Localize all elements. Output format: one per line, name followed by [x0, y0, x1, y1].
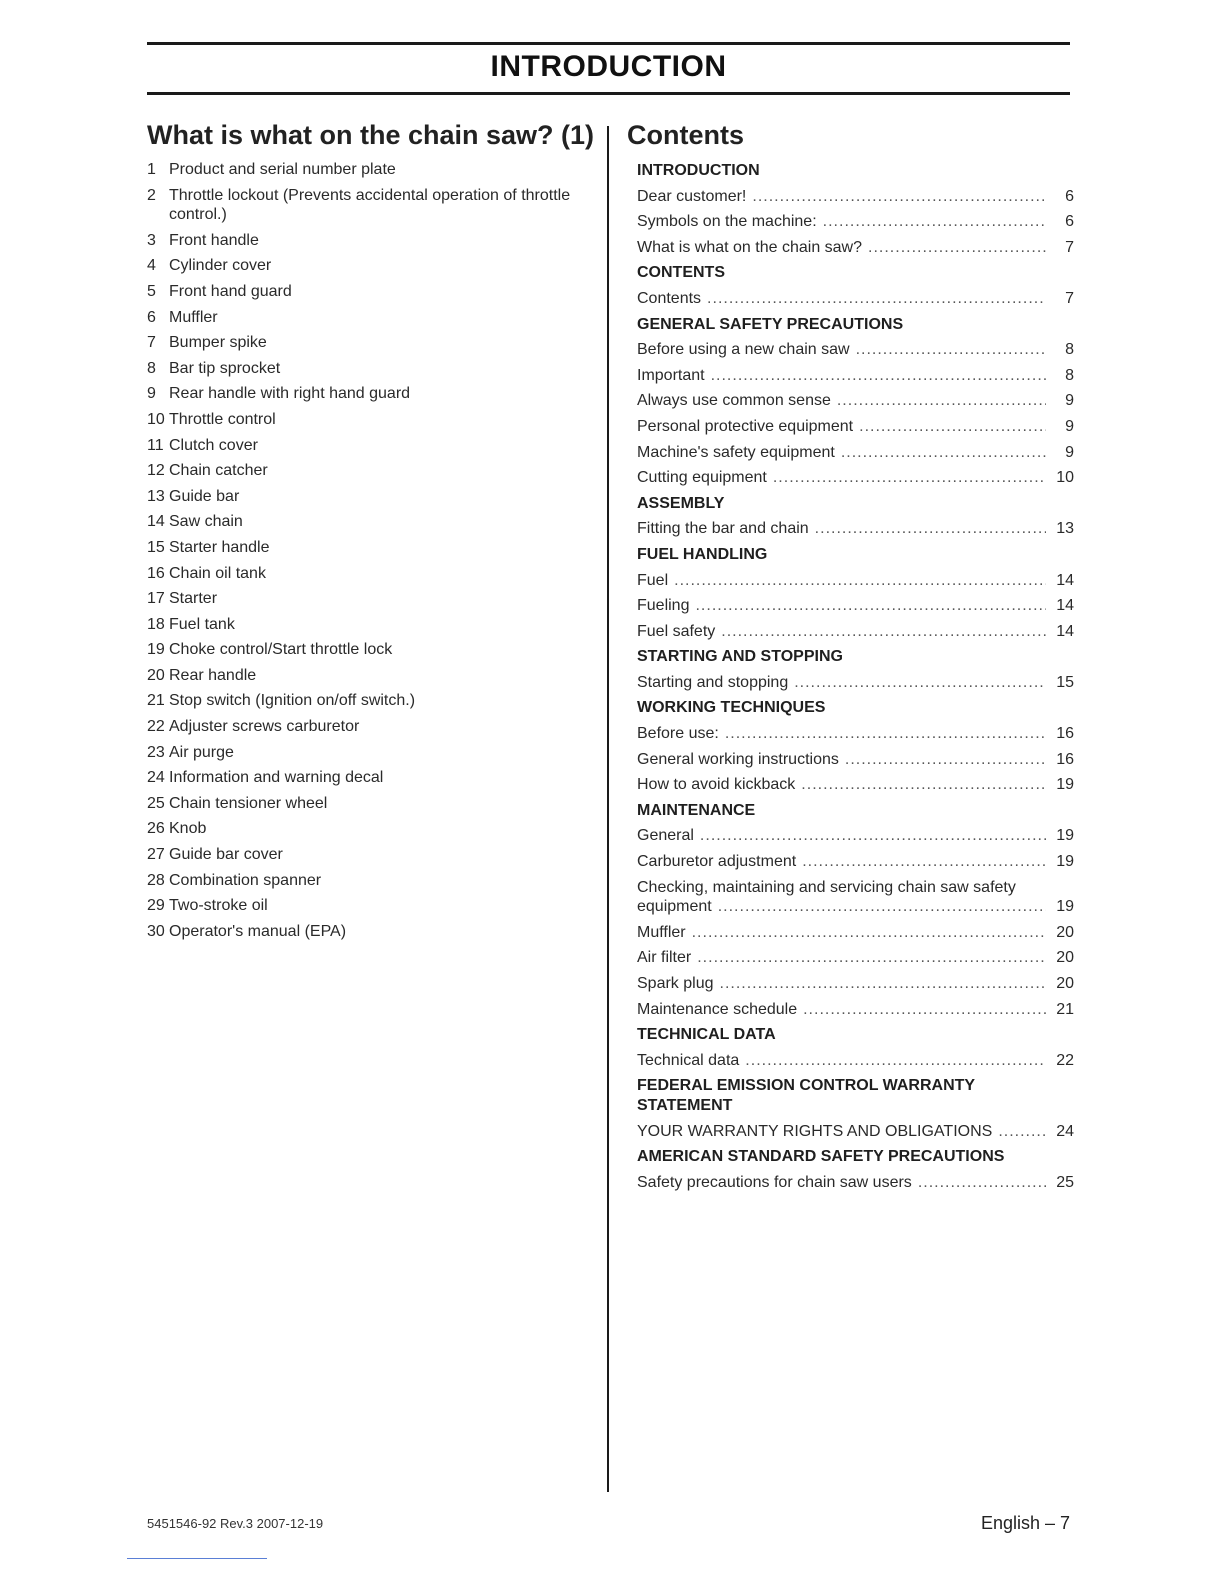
doc-number: 5451546-92 Rev.3 2007-12-19: [147, 1516, 324, 1531]
table-of-contents: [637, 158, 1074, 1195]
part-label: Guide bar: [169, 487, 240, 505]
part-item: [147, 282, 592, 302]
part-number: 15: [147, 538, 165, 556]
page-title: INTRODUCTION: [490, 50, 727, 83]
part-label: Throttle control: [169, 410, 276, 428]
toc-entry-page: 16: [1056, 750, 1074, 768]
part-label: Adjuster screws carburetor: [169, 718, 360, 736]
part-number: 9: [147, 385, 156, 403]
toc-entry-page: 21: [1056, 1000, 1074, 1018]
toc-leader-dots: [802, 852, 1046, 872]
toc-entry[interactable]: [637, 337, 1074, 363]
part-number: 30: [147, 922, 165, 940]
toc-leader-dots: [697, 948, 1046, 968]
contents-title: Contents: [627, 120, 744, 150]
part-label: Cylinder cover: [169, 257, 272, 275]
toc-leader-dots: [707, 289, 1046, 309]
toc-entry-label: Fitting the bar and chain: [637, 520, 809, 538]
toc-entry[interactable]: [637, 971, 1074, 997]
toc-entry-label: Important: [637, 366, 705, 384]
toc-entry[interactable]: [637, 1119, 1074, 1145]
toc-entry[interactable]: [637, 1170, 1074, 1196]
part-item: [147, 743, 592, 763]
part-label: Starter handle: [169, 538, 270, 556]
toc-leader-dots: [718, 897, 1046, 917]
part-label: Muffler: [169, 308, 218, 326]
toc-entry-label: General working instructions: [637, 750, 839, 768]
toc-entry-page: 8: [1065, 366, 1074, 384]
part-label: Choke control/Start throttle lock: [169, 641, 393, 659]
toc-entry-label: What is what on the chain saw?: [637, 238, 863, 256]
toc-leader-dots: [794, 673, 1046, 693]
toc-entry-label: Before use:: [637, 725, 719, 743]
part-item: [147, 768, 592, 788]
part-label: Clutch cover: [169, 436, 258, 454]
toc-leader-dots: [695, 596, 1046, 616]
toc-entry-label: Muffler: [637, 923, 686, 941]
part-item: [147, 538, 592, 558]
part-item: [147, 794, 592, 814]
part-number: 10: [147, 410, 165, 428]
part-label: Front handle: [169, 231, 259, 249]
part-number: 13: [147, 487, 165, 505]
toc-leader-dots: [918, 1173, 1046, 1193]
toc-entry[interactable]: [637, 184, 1074, 210]
toc-entry[interactable]: [637, 209, 1074, 235]
part-label: Chain oil tank: [169, 564, 266, 582]
toc-entry-label: How to avoid kickback: [637, 776, 796, 794]
header-top-rule: [147, 42, 1070, 45]
part-number: 2: [147, 186, 156, 204]
contents-section: [627, 120, 1074, 1195]
toc-entry-label: Machine's safety equipment: [637, 443, 835, 461]
toc-leader-dots: [674, 571, 1046, 591]
part-label: Chain catcher: [169, 462, 268, 480]
part-label: Two-stroke oil: [169, 897, 268, 915]
part-number: 1: [147, 161, 156, 178]
toc-entry-page: 19: [1056, 776, 1074, 794]
toc-entry-label-line2: equipment: [637, 898, 712, 916]
part-label: Product and serial number plate: [169, 161, 396, 178]
toc-entry-label: Starting and stopping: [637, 673, 789, 691]
part-item: [147, 589, 592, 609]
toc-section-heading: STARTING AND STOPPING: [637, 648, 843, 666]
toc-entry-page: 22: [1056, 1051, 1074, 1069]
toc-leader-dots: [700, 826, 1046, 846]
toc-entry-label: Safety precautions for chain saw users: [637, 1173, 912, 1191]
part-item: [147, 231, 592, 251]
part-item: [147, 436, 592, 456]
toc-entry[interactable]: [637, 568, 1074, 594]
part-label: Knob: [169, 820, 207, 838]
toc-leader-dots: [725, 724, 1046, 744]
toc-leader-dots: [752, 187, 1046, 207]
toc-entry[interactable]: [637, 920, 1074, 946]
part-number: 24: [147, 769, 165, 787]
toc-entry-label: Checking, maintaining and servicing chain saw safety: [637, 878, 1016, 896]
part-number: 22: [147, 718, 165, 736]
toc-entry-page: 14: [1056, 622, 1074, 640]
toc-entry[interactable]: [637, 414, 1074, 440]
part-item: [147, 717, 592, 737]
part-item: [147, 691, 592, 711]
toc-entry-label: YOUR WARRANTY RIGHTS AND OBLIGATIONS: [637, 1122, 993, 1140]
part-item: [147, 487, 592, 507]
part-number: 7: [147, 334, 156, 352]
toc-entry-page: 8: [1065, 341, 1074, 359]
toc-entry-page: 7: [1065, 238, 1074, 256]
toc-entry-label: Before using a new chain saw: [637, 341, 850, 359]
part-label: Bumper spike: [169, 334, 267, 352]
toc-entry[interactable]: [637, 619, 1074, 645]
part-label: Rear handle: [169, 666, 257, 684]
toc-entry[interactable]: [637, 465, 1074, 491]
part-item: [147, 461, 592, 481]
toc-section-heading: TECHNICAL DATA: [637, 1026, 776, 1044]
toc-entry-label: Fuel: [637, 571, 669, 589]
part-item: [147, 186, 592, 225]
part-item: [147, 896, 592, 916]
toc-entry-page: 24: [1056, 1122, 1074, 1140]
part-item: [147, 512, 592, 532]
toc-leader-dots: [692, 923, 1046, 943]
toc-entry-page: 20: [1056, 949, 1074, 967]
toc-entry[interactable]: [637, 593, 1074, 619]
toc-entry-page: 16: [1056, 725, 1074, 743]
toc-entry-label: Fuel safety: [637, 622, 716, 640]
bottom-link-underline: [127, 1558, 267, 1559]
toc-entry-page: 6: [1065, 187, 1074, 205]
toc-section-heading: INTRODUCTION: [637, 162, 760, 179]
part-number: 11: [147, 436, 164, 454]
part-number: 19: [147, 641, 165, 659]
part-number: 28: [147, 871, 165, 889]
toc-entry[interactable]: [637, 235, 1074, 261]
toc-entry-label: Personal protective equipment: [637, 417, 854, 435]
part-item: [147, 819, 592, 839]
toc-entry-page: 7: [1065, 289, 1074, 307]
toc-entry-page: 19: [1056, 827, 1074, 845]
toc-entry-page: 19: [1056, 898, 1074, 916]
toc-section-heading: MAINTENANCE: [637, 801, 756, 819]
part-number: 18: [147, 615, 165, 633]
toc-entry-page: 14: [1056, 597, 1074, 615]
part-number: 6: [147, 308, 156, 326]
column-divider: [607, 126, 609, 1492]
toc-entry-label: Symbols on the machine:: [637, 213, 817, 231]
part-item: [147, 666, 592, 686]
part-item: [147, 871, 592, 891]
toc-entry-label: Always use common sense: [637, 392, 831, 410]
page-header: [147, 42, 1070, 95]
toc-leader-dots: [711, 366, 1046, 386]
part-number: 3: [147, 231, 156, 249]
toc-entry[interactable]: [637, 823, 1074, 849]
part-number: 27: [147, 846, 165, 864]
toc-leader-dots: [803, 1000, 1046, 1020]
toc-leader-dots: [856, 340, 1046, 360]
toc-entry[interactable]: [637, 670, 1074, 696]
toc-entry[interactable]: [637, 997, 1074, 1023]
toc-leader-dots: [837, 391, 1046, 411]
part-item: [147, 410, 592, 430]
part-item: [147, 384, 592, 404]
toc-section-heading: FEDERAL EMISSION CONTROL WARRANTY STATEMENT: [637, 1077, 975, 1114]
toc-leader-dots: [773, 468, 1046, 488]
toc-section-heading: WORKING TECHNIQUES: [637, 699, 826, 717]
toc-entry-page: 25: [1056, 1173, 1074, 1191]
toc-entry[interactable]: [637, 772, 1074, 798]
toc-entry[interactable]: [637, 721, 1074, 747]
toc-entry[interactable]: [637, 388, 1074, 414]
toc-leader-dots: [801, 775, 1046, 795]
part-label: Chain tensioner wheel: [169, 794, 328, 812]
toc-entry-page: 20: [1056, 923, 1074, 941]
toc-entry-page: 9: [1065, 417, 1074, 435]
toc-entry[interactable]: [637, 363, 1074, 389]
part-item: [147, 308, 592, 328]
toc-entry-page: 10: [1056, 469, 1074, 487]
toc-entry[interactable]: [637, 1048, 1074, 1074]
toc-leader-dots: [720, 974, 1047, 994]
part-item: [147, 640, 592, 660]
part-item: [147, 564, 592, 584]
toc-entry[interactable]: [637, 286, 1074, 312]
toc-entry-page: 20: [1056, 975, 1074, 992]
parts-list: [147, 160, 592, 941]
part-item: [147, 359, 592, 379]
toc-leader-dots: [721, 622, 1046, 642]
toc-entry-label: Spark plug: [637, 975, 714, 992]
part-label: Rear handle with right hand guard: [169, 385, 411, 403]
part-number: 14: [147, 513, 165, 531]
part-label: Starter: [169, 590, 218, 608]
toc-section-heading: FUEL HANDLING: [637, 545, 768, 563]
toc-entry-continuation: [637, 897, 1074, 917]
part-label: Saw chain: [169, 513, 243, 531]
toc-entry[interactable]: [637, 747, 1074, 773]
toc-entry-page: 6: [1065, 213, 1074, 231]
part-number: 5: [147, 282, 156, 300]
parts-title: What is what on the chain saw? (1): [147, 120, 595, 150]
part-label: Operator's manual (EPA): [169, 922, 347, 940]
part-item: [147, 922, 592, 942]
part-number: 29: [147, 897, 165, 915]
toc-entry[interactable]: [637, 875, 1074, 920]
toc-leader-dots: [868, 238, 1046, 258]
toc-entry-label: Carburetor adjustment: [637, 853, 797, 871]
part-label: Combination spanner: [169, 871, 322, 889]
toc-entry-label: Air filter: [637, 949, 692, 967]
part-label: Stop switch (Ignition on/off switch.): [169, 692, 416, 710]
part-number: 23: [147, 743, 165, 761]
toc-leader-dots: [845, 750, 1046, 770]
header-bottom-rule: [147, 92, 1070, 95]
page-number: English – 7: [980, 1513, 1070, 1533]
toc-entry-label: Cutting equipment: [637, 469, 767, 487]
toc-entry[interactable]: [637, 945, 1074, 971]
toc-entry-page: 19: [1056, 853, 1074, 871]
toc-leader-dots: [841, 443, 1046, 463]
toc-leader-dots: [859, 417, 1046, 437]
part-label: Throttle lockout (Prevents accidental operation of throttle control.): [169, 186, 571, 224]
toc-entry-label: General: [637, 827, 694, 845]
part-number: 12: [147, 462, 165, 480]
toc-entry-label: Technical data: [637, 1051, 740, 1069]
toc-entry-page: 9: [1065, 443, 1074, 461]
toc-leader-dots: [823, 212, 1046, 232]
toc-entry-page: 14: [1056, 571, 1074, 589]
toc-entry-label: Fueling: [637, 597, 690, 615]
part-label: Guide bar cover: [169, 846, 283, 864]
parts-section: [147, 120, 595, 947]
toc-section-heading: ASSEMBLY: [637, 494, 725, 512]
toc-entry-page: 15: [1056, 673, 1074, 691]
part-number: 21: [147, 692, 165, 710]
part-label: Fuel tank: [169, 615, 235, 633]
part-item: [147, 160, 592, 180]
part-item: [147, 845, 592, 865]
part-number: 20: [147, 666, 165, 684]
part-label: Front hand guard: [169, 282, 292, 300]
part-item: [147, 333, 592, 353]
toc-entry[interactable]: [637, 516, 1074, 542]
part-number: 8: [147, 359, 156, 377]
toc-entry[interactable]: [637, 440, 1074, 466]
part-item: [147, 256, 592, 276]
part-number: 26: [147, 820, 165, 838]
part-number: 16: [147, 564, 165, 582]
toc-leader-dots: [998, 1122, 1046, 1142]
toc-entry[interactable]: [637, 849, 1074, 875]
toc-entry-label: Dear customer!: [637, 187, 747, 205]
toc-entry-page: 13: [1056, 520, 1074, 538]
toc-entry-label: Maintenance schedule: [637, 1000, 798, 1018]
toc-section-heading: AMERICAN STANDARD SAFETY PRECAUTIONS: [637, 1148, 1005, 1166]
toc-entry-label: Contents: [637, 289, 702, 307]
toc-leader-dots: [745, 1051, 1046, 1071]
toc-section-heading: CONTENTS: [637, 264, 725, 282]
part-label: Air purge: [169, 743, 234, 761]
toc-section-heading: GENERAL SAFETY PRECAUTIONS: [637, 315, 904, 333]
part-number: 25: [147, 794, 165, 812]
toc-entry-page: 9: [1065, 392, 1074, 410]
part-label: Information and warning decal: [169, 769, 384, 787]
toc-leader-dots: [815, 519, 1046, 539]
part-label: Bar tip sprocket: [169, 359, 281, 377]
part-number: 4: [147, 257, 156, 275]
part-number: 17: [147, 590, 165, 608]
part-item: [147, 615, 592, 635]
